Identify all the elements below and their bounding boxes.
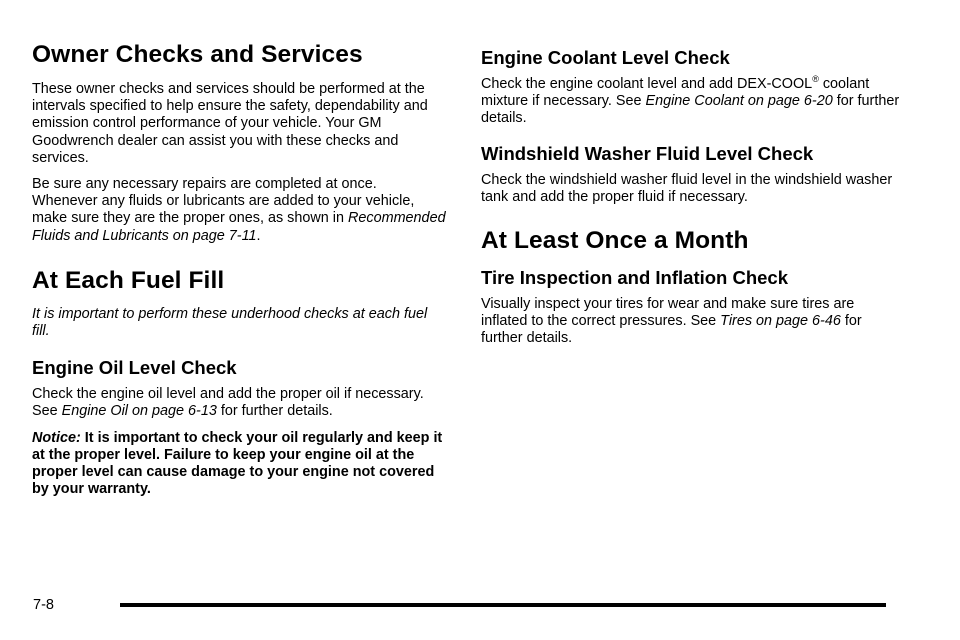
heading-engine-oil: Engine Oil Level Check bbox=[32, 357, 237, 379]
repairs-period: . bbox=[256, 227, 261, 244]
notice-text: It is important to check your oil regularly and keep it at the proper level. Failure to keep your engine oil at the proper level can cause damage to your engine not covered by your warranty. bbox=[32, 429, 443, 498]
washer-fluid-paragraph: Check the windshield washer fluid level in the windshield washer tank and add the proper fluid if necessary. bbox=[481, 171, 893, 205]
fluids-reference-link[interactable]: Recommended Fluids and Lubricants on page 7-11 bbox=[32, 210, 446, 244]
section-title-owner-checks: Owner Checks and Services bbox=[32, 41, 363, 68]
section-title-fuel-fill: At Each Fuel Fill bbox=[32, 266, 225, 294]
engine-coolant-text-mid: coolant mixture if necessary. See bbox=[481, 76, 870, 110]
page-number: 7-8 bbox=[33, 597, 54, 613]
section-title-once-a-month: At Least Once a Month bbox=[481, 227, 749, 255]
intro-paragraph: These owner checks and services should be performed at the intervals specified to help ensure the safety, dependability and emission control performance of your vehicle. Your GM Goodwrench dealer can assist you with these checks and services. bbox=[32, 81, 428, 166]
registered-mark: ® bbox=[812, 74, 819, 84]
heading-tire-inspection: Tire Inspection and Inflation Check bbox=[481, 267, 789, 289]
tire-inspection-paragraph bbox=[481, 296, 901, 348]
engine-oil-paragraph bbox=[32, 386, 446, 420]
tires-reference-link[interactable]: Tires on page 6-46 bbox=[720, 313, 841, 330]
repairs-paragraph bbox=[32, 176, 446, 245]
heading-engine-coolant: Engine Coolant Level Check bbox=[481, 47, 730, 68]
engine-coolant-text: Check the engine coolant level and add DEX-COOL bbox=[481, 76, 813, 92]
heading-washer-fluid: Windshield Washer Fluid Level Check bbox=[481, 142, 814, 164]
repairs-text: Be sure any necessary repairs are completed at once. Whenever any fluids or lubricants are added to your vehicle, make sure they are the proper ones, as shown in bbox=[32, 176, 415, 227]
fuel-fill-note-text: It is important to perform these underhood checks at each fuel fill. bbox=[32, 305, 428, 340]
notice-label: Notice: bbox=[32, 429, 81, 446]
tire-inspection-text-end: for further details. bbox=[481, 313, 862, 347]
footer-rule bbox=[120, 603, 886, 607]
left-column bbox=[32, 40, 446, 498]
right-column bbox=[481, 46, 901, 348]
engine-coolant-reference-link[interactable]: Engine Coolant on page 6-20 bbox=[645, 93, 833, 110]
fuel-fill-note bbox=[32, 306, 446, 340]
engine-oil-text-end: for further details. bbox=[220, 403, 333, 420]
tire-inspection-text: Visually inspect your tires for wear and make sure tires are inflated to the correct pressures. See bbox=[481, 296, 855, 330]
engine-oil-reference-link[interactable]: Engine Oil on page 6-13 bbox=[61, 403, 217, 420]
engine-coolant-paragraph bbox=[481, 76, 901, 128]
engine-coolant-text-end: for further details. bbox=[481, 93, 900, 127]
notice-paragraph bbox=[32, 430, 446, 499]
engine-oil-text: Check the engine oil level and add the proper oil if necessary. See bbox=[32, 386, 424, 420]
